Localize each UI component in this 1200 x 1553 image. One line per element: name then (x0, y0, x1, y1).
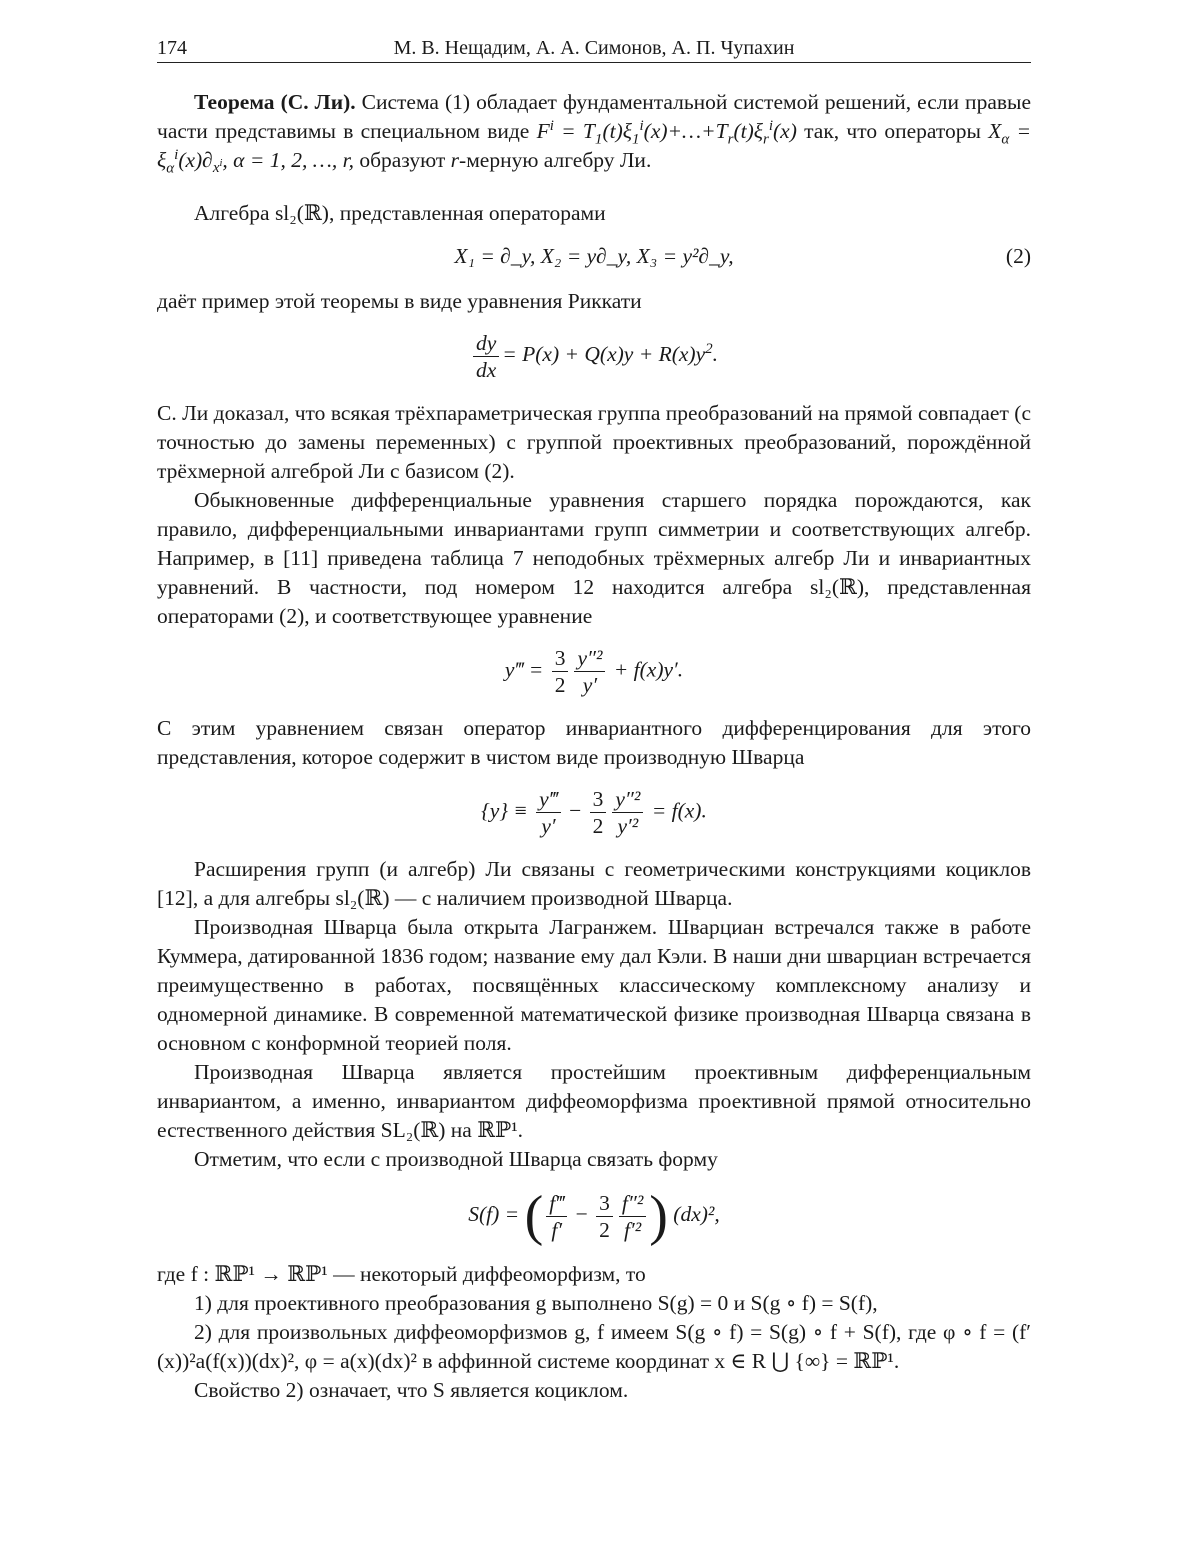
para-property: Свойство 2) означает, что S является коциклом. (194, 1378, 629, 1402)
list-item-1: 1) для проективного преобразования g выполнено S(g) = 0 и S(g ∘ f) = S(f), (194, 1291, 878, 1315)
fraction-ypp-yp: $\frac{\text{y″²}}{y'}$ (574, 645, 605, 698)
para-algebra: Алгебра sl₂(ℝ), представленная операторами (194, 201, 606, 225)
para-history: Производная Шварца была открыта Лагранжем. Шварциан встречался также в работе Куммера, датированной 1836 годом; название ему дал Кэли. В наши дни шварциан встречается преимущественно в работах, посвящённых классическому комплексному анализу и одномерной динамике. В современной математической физике производная Шварца связана в основном с конформной теорией поля. (157, 915, 1031, 1055)
article-body (157, 88, 1031, 1405)
para-where: где f : ℝℙ¹ → ℝℙ¹ — некоторый диффеоморфизм, то (157, 1262, 646, 1286)
para-form: Отметим, что если с производной Шварца связать форму (194, 1147, 718, 1171)
theorem-text-3: образуют (353, 148, 451, 172)
theorem-text-2: так, что операторы (796, 119, 989, 143)
para-ode: Обыкновенные дифференциальные уравнения старшего порядка порождаются, как правило, дифференциальными инвариантами групп симметрии и соответствующих алгебр. Например, в [11] приведена таблица 7 неподобных трёхмерных алгебр Ли и инвариантных уравнений. В частности, под номером 12 находится алгебра sl₂(ℝ), представленная операторами (2), и соответствующее уравнение (157, 488, 1031, 628)
list-item-2: 2) для произвольных диффеоморфизмов g, f имеем S(g ∘ f) = S(g) ∘ f + S(f), где φ ∘ f = (f′(x))²a(f(x))(dx)², φ = a(x)(dx)² в аффинной системе координат x ∈ R ⋃ {∞} = ℝℙ¹. (157, 1320, 1031, 1373)
theorem-formula-2: $X_\alpha = \xi_\alpha^i(x)\partial_{x^i}$, α = 1, 2, …, r, (157, 119, 1032, 177)
running-header (157, 32, 1031, 63)
theorem-text-5: -мерную алгебру Ли. (459, 148, 652, 172)
equation-2-formula: X₁ = ∂_y, X₂ = y∂_y, X₃ = y²∂_y, (454, 244, 734, 268)
para-extensions: Расширения групп (и алгебр) Ли связаны с геометрическими конструкциями коциклов [12], а для алгебры sl₂(ℝ) — с наличием производной Шварца. (157, 857, 1031, 910)
equation-2-number: (2) (1005, 244, 1031, 268)
equation-schwarzian: {y} ≡ $\frac{y‴}{y'}$ − $\frac{3}{2}$ $\frac{\text{y″²}}{\text{y′²}}$ = f(x). (481, 787, 707, 838)
theorem-text-4: r (450, 148, 460, 172)
theorem-formula-1: $F^i$ = $T_1(t)\xi_1^i(x)+\dots+T_r(t)\xi_r^i(x)$ (536, 117, 797, 148)
para-lie-proof: С. Ли доказал, что всякая трёхпараметрическая группа преобразований на прямой совпадает (с точностью до замены переменных) с группой проективных преобразований, порождённой трёхмерной алгеброй Ли с базисом (2). (157, 401, 1031, 483)
riccati-rhs: = $P(x) + Q(x)y + R(x)y^2$. (502, 341, 719, 367)
para-operator: С этим уравнением связан оператор инвариантного дифференцирования для этого представления, которое содержит в чистом виде производную Шварца (157, 716, 1031, 769)
equation-riccati (157, 330, 1031, 383)
theorem-lie (157, 88, 1031, 175)
para-invariant: Производная Шварца является простейшим проективным дифференциальным инвариантом, а именно, инвариантом диффеоморфизма проективной прямой относительно естественного действия SL₂(ℝ) на ℝℙ¹. (157, 1060, 1031, 1142)
equation-2 (157, 242, 1031, 271)
page-number: 174 (157, 37, 187, 59)
running-header-authors: М. В. Нещадим, А. А. Симонов, А. П. Чупахин (393, 37, 795, 59)
equation-form: S(f) = ( $\frac{f‴}{f'}$ − $\frac{3}{2}$ $\frac{\text{f″²}}{\text{f′²}}$ ) (dx)², (468, 1185, 720, 1247)
para-riccati: даёт пример этой теоремы в виде уравнения Риккати (157, 289, 642, 313)
equation-third-order: y‴ = $\frac{3}{2}$ $\frac{\text{y″²}}{y'}$ + f(x)y′. (504, 646, 684, 697)
theorem-text-1: Система (1) обладает фундаментальной системой решений, если правые части представимы в специальном виде (157, 90, 1031, 143)
riccati-fraction: $\frac{dy}{dx}$ (473, 330, 499, 383)
fraction-3-2: $\frac{3}{2}$ (552, 645, 569, 698)
theorem-title: Теорема (С. Ли). (194, 90, 356, 114)
